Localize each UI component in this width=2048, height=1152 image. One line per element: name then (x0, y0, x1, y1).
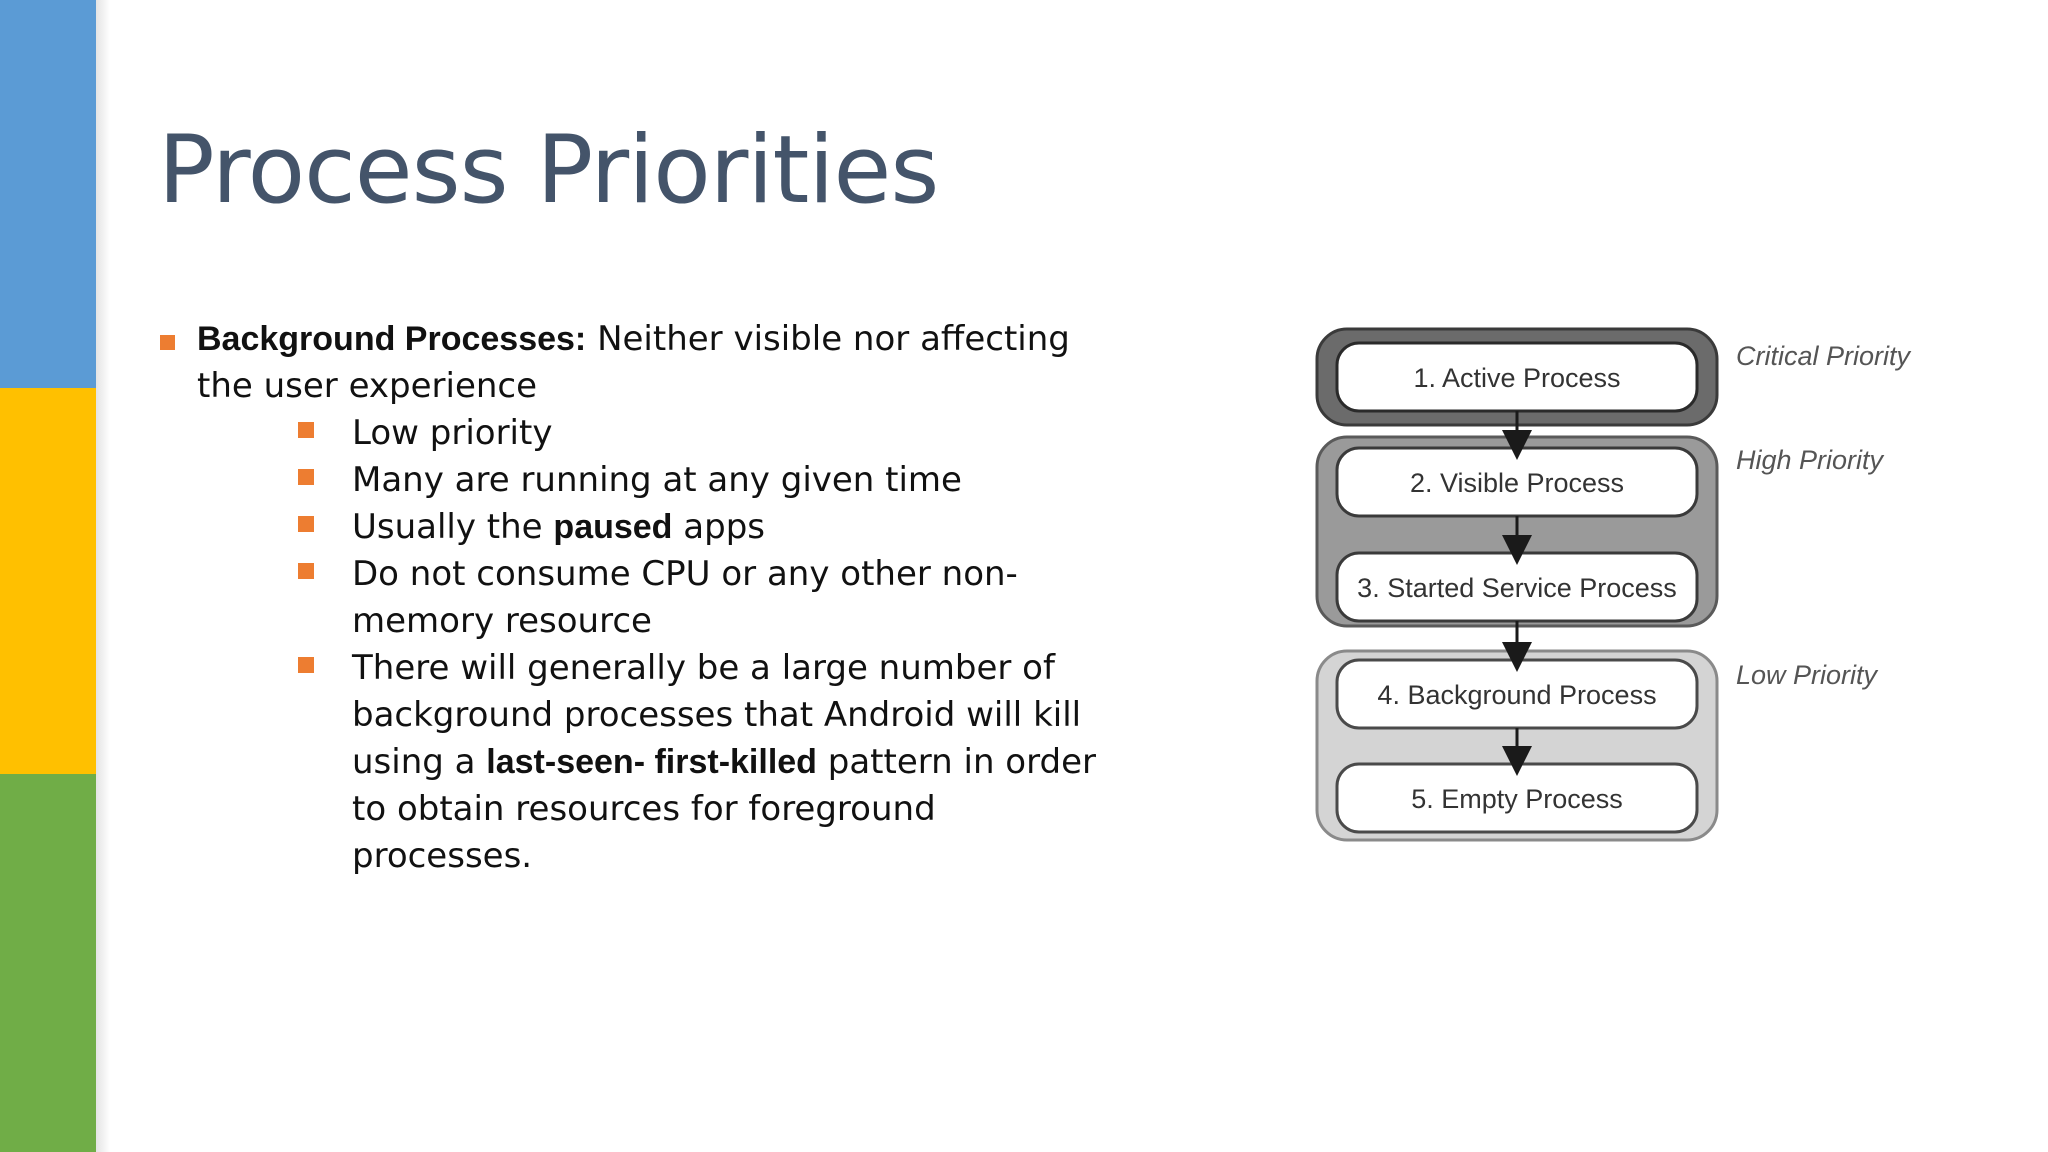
priority-label-critical: Critical Priority (1736, 341, 1911, 371)
sub-bullet-item (197, 457, 1118, 504)
sub-bullet-bold: paused (553, 508, 673, 546)
color-sidebar (0, 0, 96, 1152)
slide-content (158, 316, 1118, 880)
sidebar-band-green (0, 774, 96, 1152)
slide-title: Process Priorities (158, 116, 939, 225)
main-bullet (158, 316, 1118, 880)
process-label-background: 4. Background Process (1377, 680, 1657, 710)
sub-bullet-text: apps (672, 507, 765, 547)
sidebar-band-yellow (0, 388, 96, 774)
main-bullet-bold: Background Processes: (197, 320, 587, 358)
process-label-empty: 5. Empty Process (1411, 784, 1623, 814)
main-bullet-text: Neither visible nor affecting the user experience (197, 319, 1070, 406)
sub-bullet-text: Low priority (352, 413, 553, 453)
square-bullet-icon (298, 563, 314, 579)
priority-label-high: High Priority (1736, 445, 1884, 475)
process-priority-diagram (1300, 318, 1940, 862)
square-bullet-icon (298, 516, 314, 532)
sub-bullet-item (197, 551, 1118, 645)
sub-bullet-text: There will generally be a large number of background processes that Android will kill using a (352, 648, 1082, 782)
square-bullet-icon (160, 335, 175, 350)
sub-bullet-item (197, 410, 1118, 457)
process-label-service: 3. Started Service Process (1357, 573, 1677, 603)
sub-bullet-text: Usually the (352, 507, 554, 547)
process-label-active: 1. Active Process (1413, 363, 1621, 393)
sub-bullet-item (197, 504, 1118, 551)
sub-bullet-list (197, 410, 1118, 880)
sub-bullet-text: Many are running at any given time (352, 460, 962, 500)
sub-bullet-bold: last-seen- first-killed (486, 743, 817, 781)
priority-label-low: Low Priority (1736, 660, 1878, 690)
process-priority-svg (1300, 318, 1940, 858)
bullet-list (158, 316, 1118, 880)
square-bullet-icon (298, 657, 314, 673)
sub-bullet-text: pattern in order to obtain resources for foreground processes. (352, 742, 1096, 876)
sub-bullet-item (197, 645, 1118, 880)
sidebar-band-blue (0, 0, 96, 388)
sidebar-shadow (96, 0, 110, 1152)
square-bullet-icon (298, 422, 314, 438)
sub-bullet-text: Do not consume CPU or any other non-memory resource (352, 554, 1018, 641)
square-bullet-icon (298, 469, 314, 485)
process-label-visible: 2. Visible Process (1409, 468, 1625, 498)
